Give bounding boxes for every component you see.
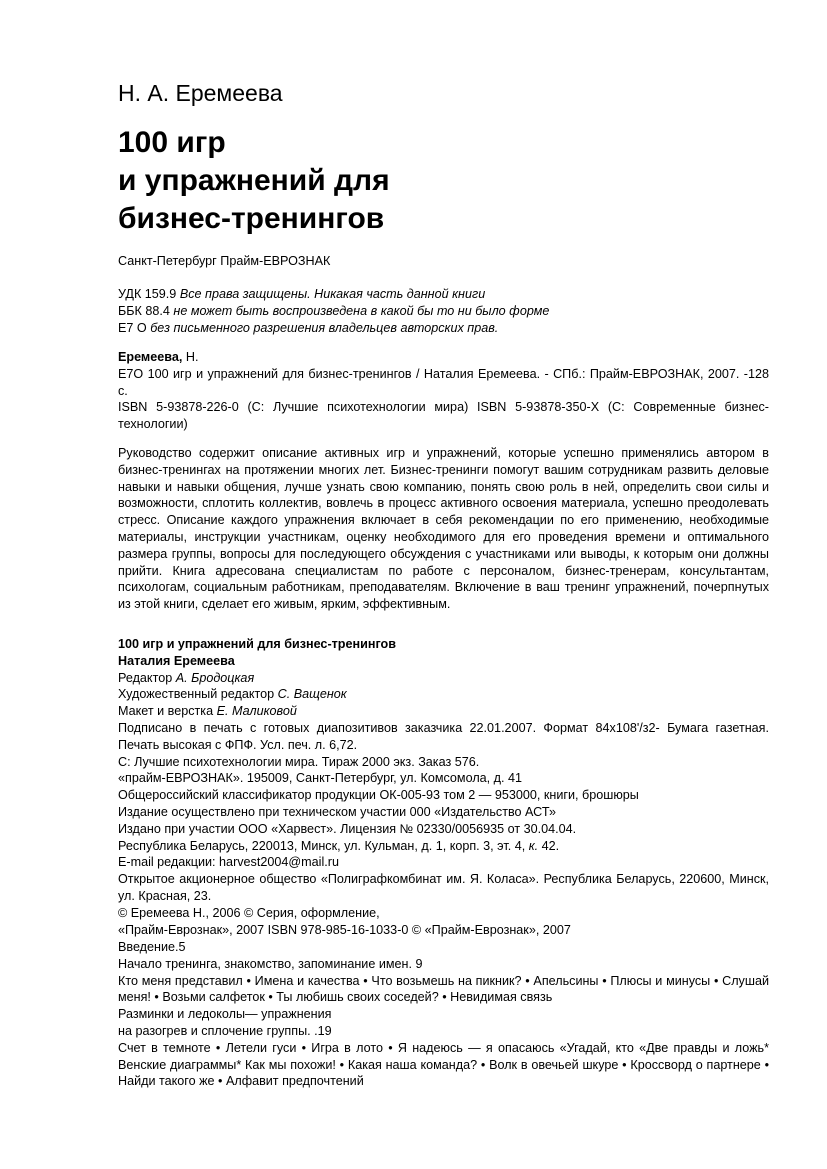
publisher-line: Санкт-Петербург Прайм-ЕВРОЗНАК [118, 254, 331, 268]
catalog-isbn: ISBN 5-93878-226-0 (С: Лучшие психотехнологии мира) ISBN 5-93878-350-Х (С: Современные бизнес-технологии) [118, 400, 769, 432]
classification-row [118, 320, 769, 337]
classification-block [118, 286, 769, 336]
imprint-series: С: Лучшие психотехнологии мира. Тираж 2000 экз. Заказ 576. [118, 754, 480, 769]
class-code: ББК 88.4 [118, 303, 170, 318]
classification-row [118, 286, 769, 303]
catalog-card [118, 349, 769, 433]
belarus-room: 42. [538, 838, 560, 853]
art-editor-label: Художественный редактор [118, 687, 278, 702]
imprint-address: «прайм-ЕВРОЗНАК». 195009, Санкт-Петербург, ул. Комсомола, д. 41 [118, 771, 523, 786]
belarus-address: Республика Беларусь, 220013, Минск, ул. Кульман, д. 1, корп. 3, эт. 4, [118, 838, 529, 853]
imprint-copyright: «Прайм-Еврознак», 2007 ISBN 978-985-16-1033-0 © «Прайм-Еврознак», 2007 [118, 922, 571, 937]
catalog-description: Е7О 100 игр и упражнений для бизнес-тренингов / Наталия Еремеева. - СПб.: Прайм-ЕВРОЗНАК, 2007. -128 с. [118, 366, 769, 398]
imprint-tech: Издание осуществлено при техническом участии 000 «Издательство АСТ» [118, 804, 556, 819]
rights-text: Все права защищены. Никакая часть данной книги [179, 287, 486, 301]
table-of-contents [118, 939, 769, 1090]
imprint-book-title: 100 игр и упражнений для бизнес-тренингов [118, 637, 396, 651]
toc-entry: Разминки и ледоколы— упражнения [118, 1007, 332, 1022]
catalog-author-initial: Н. [182, 350, 199, 364]
imprint-printer: Открытое акционерное общество «Полиграфкомбинат им. Я. Коласа». Республика Беларусь, 220600, Минск, ул. Красная, 23. [118, 872, 769, 903]
imprint-signed: Подписано в печать с готовых диапозитивов заказчика 22.01.2007. Формат 84x108'/з2- Бумага газетная. Печать высокая с ФПФ. Усл. печ. л. 6,72. [118, 720, 769, 752]
toc-entry: на разогрев и сплочение группы. .19 [118, 1023, 332, 1038]
book-title [118, 124, 390, 238]
imprint-block [118, 636, 769, 938]
imprint-harvest: Издано при участии ООО «Харвест». Лицензия № 02330/0056935 от 30.04.04. [118, 821, 577, 836]
imprint-copyright: © Еремеева Н., 2006 © Серия, оформление, [118, 905, 380, 920]
imprint-layout [118, 703, 769, 720]
toc-subitems: Счет в темноте • Летели гуси • Игра в лото • Я надеюсь — я опасаюсь «Угадай, кто «Две правды и ложь* Венские диаграммы* Как мы похожи! • Какая наша команда? • Волк в овечьей шкуре • Кроссворд о партнере • Найди такого же • Алфавит предпочтений [118, 1040, 769, 1089]
toc-entry: Начало тренинга, знакомство, запоминание имен. 9 [118, 956, 423, 971]
toc-subitems: Кто меня представил • Имена и качества • Что возьмешь на пикник? • Апельсины • Плюсы и минусы • Слушай меня! • Возьми салфеток • Ты любишь своих соседей? • Невидимая связь [118, 973, 769, 1005]
title-line: бизнес-тренингов [118, 202, 385, 235]
art-editor-name: С. Ващенок [277, 687, 347, 702]
imprint-belarus [118, 838, 769, 855]
editor-label: Редактор [118, 670, 176, 685]
imprint-book-author: Наталия Еремеева [118, 653, 235, 668]
toc-entry: Введение.5 [118, 940, 186, 954]
class-code: УДК 159.9 [118, 287, 177, 301]
imprint-classifier: Общероссийский классификатор продукции ОК-005-93 том 2 — 953000, книги, брошюры [118, 788, 639, 803]
rights-text: без письменного разрешения владельцев авторских прав. [150, 320, 499, 335]
author-name: Н. А. Еремеева [118, 80, 283, 106]
title-line: 100 игр [118, 126, 226, 159]
catalog-author-bold: Еремеева, [118, 350, 183, 364]
class-code: Е7 О [118, 320, 147, 335]
belarus-k: к. [528, 838, 539, 853]
editor-name: А. Бродоцкая [175, 670, 255, 685]
title-line: и упражнений для [118, 164, 390, 197]
layout-name: Е. Маликовой [216, 704, 297, 719]
layout-label: Макет и верстка [118, 704, 217, 719]
imprint-editor [118, 670, 769, 687]
classification-row [118, 303, 769, 320]
rights-text: не может быть воспроизведена в какой бы то ни было форме [173, 303, 550, 318]
abstract: Руководство содержит описание активных игр и упражнений, которые успешно применялись автором в бизнес-тренингах на протяжении многих лет. Бизнес-тренинги помогут вашим сотрудникам развить деловые навыки и навыки общения, лучше узнать свою компанию, понять свою роль в ней, определить свои силы и возможности, сплотить коллектив, вовлечь в процесс активного освоения материала, успешно преодолевать стресс. Описание каждого упражнения включает в себя рекомендации по его применению, необходимые материалы, инструкции участникам, оценку необходимого для его проведения времени и оптимального размера группы, вопросы для последующего обсуждения с участниками или выводы, к которым они должны прийти. Книга адресована специалистам по работе с персоналом, бизнес-тренерам, консультантам, психологам, социальным работникам, преподавателям. Включение в ваш тренинг упражнений, почерпнутых из этой книги, сделает его живым, ярким, эффективным. [118, 446, 769, 612]
imprint-art-editor [118, 686, 769, 703]
catalog-author [118, 349, 769, 366]
imprint-email: E-mail редакции: harvest2004@mail.ru [118, 855, 339, 870]
